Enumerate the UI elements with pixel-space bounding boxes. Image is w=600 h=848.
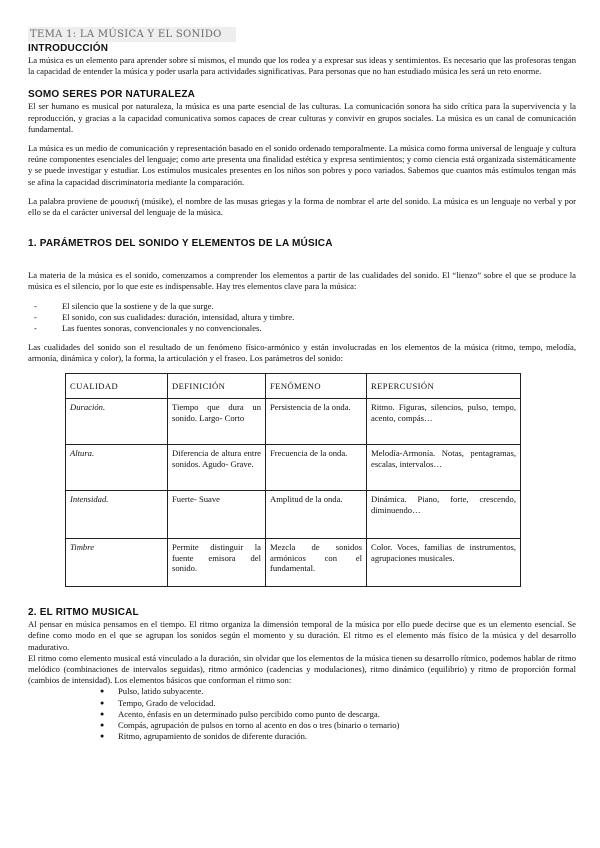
cell-definicion: Permite distinguir la fuente emisora del sonido. (168, 539, 266, 587)
cell-repercusion: Melodía-Armonía. Notas, pentagramas, escalas, intervalos… (367, 445, 521, 491)
header-cualidad: CUALIDAD (66, 373, 168, 399)
header-definicion: DEFINICIÓN (168, 373, 266, 399)
cell-fenomeno: Frecuencia de la onda. (266, 445, 367, 491)
cell-repercusion: Ritmo. Figuras, silencios, pulso, tempo, acento, compás… (367, 399, 521, 445)
list-item: - El silencio que la sostiene y de la que surge. (62, 301, 576, 312)
table-row (66, 399, 521, 445)
params-paragraph-1: La materia de la música es el sonido, comenzamos a comprender los elementos a partir de las cualidades del sonido. El “lienzo” sobre el que se produce la música es el silencio, por lo que este es indispensable. Hay tres elementos clave para la música: (28, 270, 576, 292)
intro-heading: INTRODUCCIÓN (28, 43, 109, 54)
cell-fenomeno: Persistencia de la onda. (266, 399, 367, 445)
cell-definicion: Fuerte- Suave (168, 491, 266, 539)
rhythm-heading: 2. EL RITMO MUSICAL (28, 607, 139, 619)
header-fenomeno: FENÓMENO (266, 373, 367, 399)
rhythm-paragraph-1: Al pensar en música pensamos en el tiempo. El ritmo organiza la dimensión temporal de la música por ello puede decirse que es un elemento esencial. Se define como modo en el que se agrupan los sonidos según el momento y su duración. El ritmo es el elemento más físico de la música y del desarrollo madurativo. (28, 619, 576, 652)
cell-definicion: Tiempo que dura un sonido. Largo- Corto (168, 399, 266, 445)
table-row (66, 539, 521, 587)
cell-cualidad: Intensidad. (66, 491, 168, 539)
cell-repercusion: Color. Voces, familias de instrumentos, agrupaciones musicales. (367, 539, 521, 587)
natural-paragraph-3: La palabra proviene de μουσική (músike), el nombre de las musas griegas y la forma de nombrar el arte del sonido. La música es un lenguaje no verbal y por ello se da el carácter universal del lenguaje de la música. (28, 195, 576, 218)
natural-paragraph-1: El ser humano es musical por naturaleza, la música es una parte esencial de las culturas. La comunicación sonora ha sido crítica para la supervivencia y la reproducción, y gracias a la capacidad comunicativa somos capaces de crear culturas y convivir en grupos sociales. La música es un canal de comunicación fundamental. (28, 101, 576, 134)
header-repercusion: REPERCUSIÓN (367, 373, 521, 399)
cell-fenomeno: Amplitud de la onda. (266, 491, 367, 539)
table-row (66, 491, 521, 539)
cell-repercusion: Dinámica. Piano, forte, crescendo, diminuendo… (367, 491, 521, 539)
list-item: - Las fuentes sonoras, convencionales y no convencionales. (62, 323, 576, 334)
natural-paragraph-2: La música es un medio de comunicación y representación basado en el sonido ordenado temporalmente. La música como forma universal de lenguaje y cultura reúne componentes esenciales del lenguaje; como arte presenta una finalidad estética y expresa sentimientos; y como ciencia está organizada sistemáticamente y se puede investigar y estudiar. Los estímulos musicales presentes en los niños son pobres y poco variados. Sabemos que cuantos más estímulos tengan más se afina la capacidad discriminatoria mediante la comparación. (28, 143, 576, 187)
table-row (66, 445, 521, 491)
topic-title: TEMA 1: LA MÚSICA Y EL SONIDO (28, 27, 236, 42)
sound-parameters-table (65, 373, 521, 588)
cell-cualidad: Timbre (66, 539, 168, 587)
table-header-row (66, 373, 521, 399)
rhythm-list (28, 686, 576, 742)
params-paragraph-2: Las cualidades del sonido son el resultado de un fenómeno físico-armónico y están involucradas en los elementos de la música (ritmo, tempo, melodía, armonía, dinámica y color), la forma, la articulación y el fraseo. Los parámetros del sonido: (28, 342, 576, 364)
params-list (28, 301, 576, 335)
natural-heading: SOMO SERES POR NATURALEZA (28, 89, 196, 101)
cell-fenomeno: Mezcla de sonidos armónicos con el fundamental. (266, 539, 367, 587)
list-item: ● Ritmo, agrupamiento de sonidos de diferente duración. (118, 731, 576, 742)
list-item: ● Pulso, latido subyacente. (118, 686, 576, 697)
cell-cualidad: Duración. (66, 399, 168, 445)
params-heading: 1. PARÁMETROS DEL SONIDO Y ELEMENTOS DE LA MÚSICA (28, 238, 333, 250)
rhythm-paragraph-2: El ritmo como elemento musical está vinculado a la duración, sin olvidar que los elementos de la música tienen su desarrollo rítmico, podemos hablar de ritmo melódico (combinaciones de intervalos seguidas), ritmo armónico (cadencias y modulaciones), ritmo dinámico (equilibrio) y ritmo de proporción formal (cambios de intensidad). Los elementos básicos que conforman el ritmo son: (28, 652, 576, 686)
list-item: - El sonido, con sus cualidades: duración, intensidad, altura y timbre. (62, 312, 576, 323)
intro-paragraph: La música es un elemento para aprender sobre sí mismos, el mundo que los rodea y a expresar sus ideas y sentimientos. Es necesario que las profesoras tengan la capacidad de entender la música y poder usarla para actividades significativas. Para personas que no han estudiado música les será un reto enorme. (28, 55, 576, 77)
cell-definicion: Diferencia de altura entre sonidos. Agudo- Grave. (168, 445, 266, 491)
document-page (28, 24, 576, 742)
list-item: ● Compás, agrupación de pulsos en torno al acento en dos o tres (binario o ternario) (118, 720, 576, 731)
list-item: ● Acento, énfasis en un determinado pulso percibido como punto de descarga. (118, 709, 576, 720)
cell-cualidad: Altura. (66, 445, 168, 491)
list-item: ● Tempo, Grado de velocidad. (118, 698, 576, 709)
